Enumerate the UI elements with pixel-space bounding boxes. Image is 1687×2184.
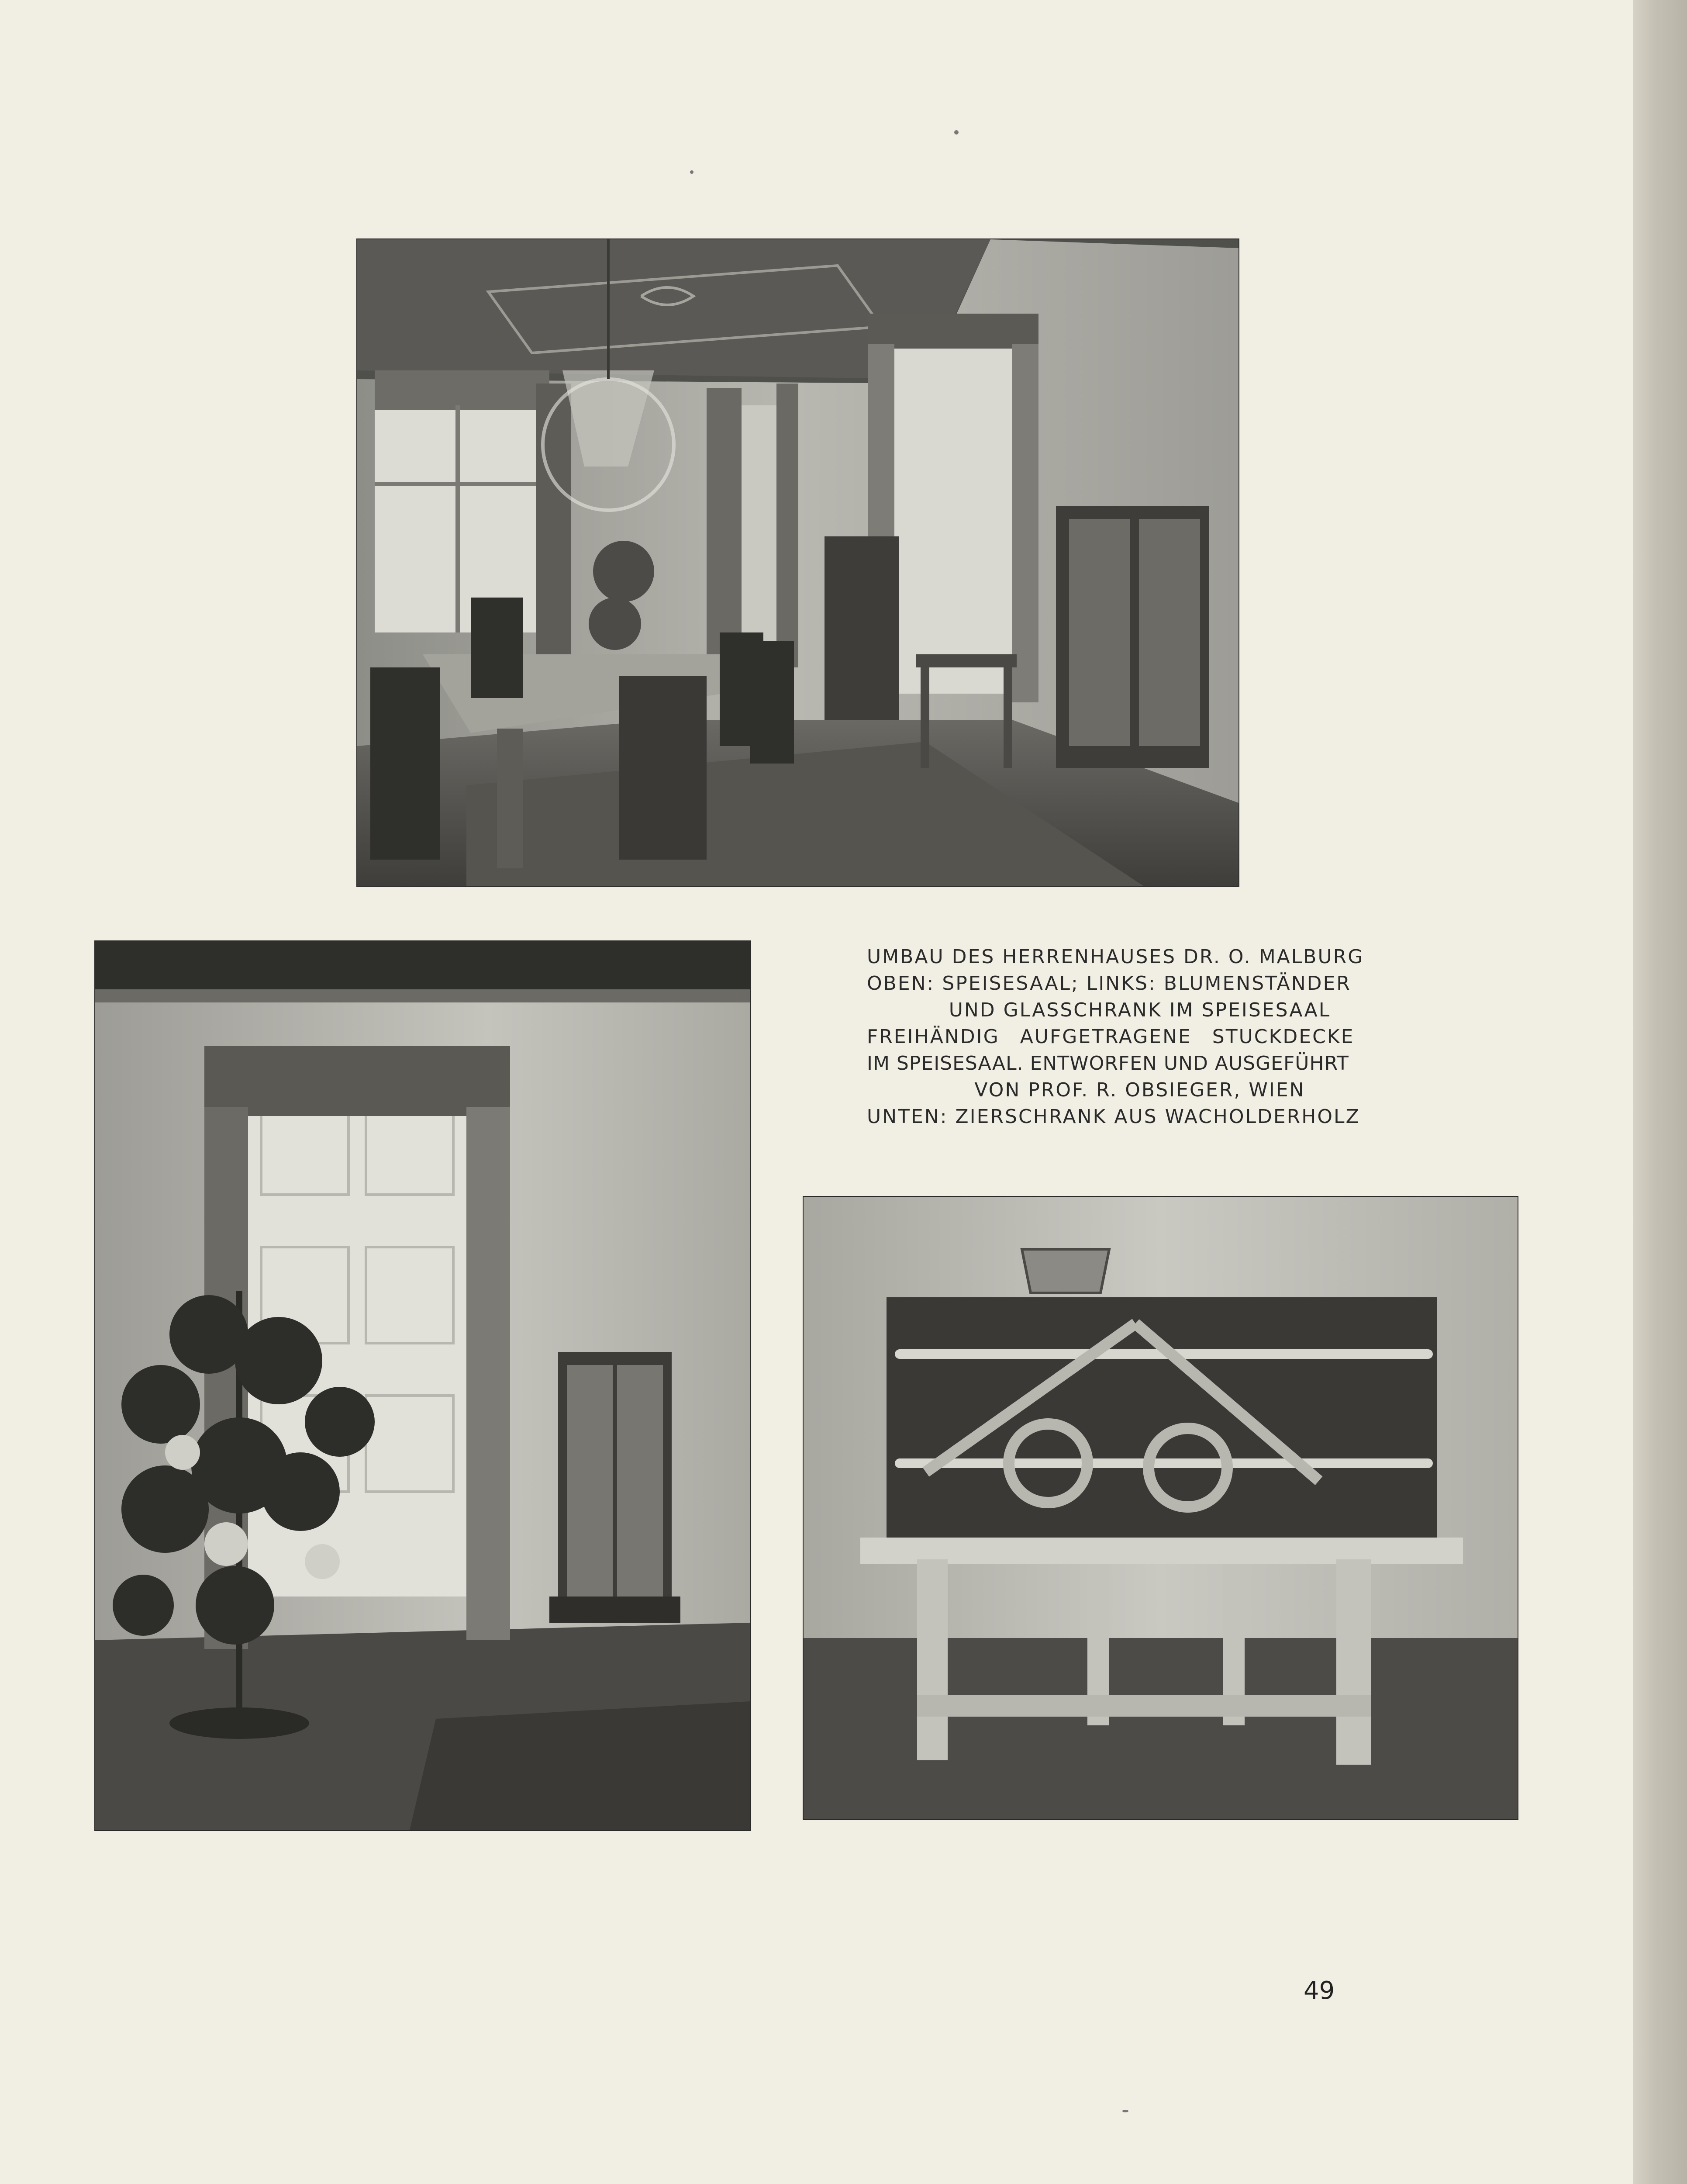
page-edge	[1633, 0, 1687, 2184]
page-number: 49	[1304, 1977, 1335, 2005]
juniper-cabinet-photo	[804, 1197, 1518, 1819]
caption-line: UMBAU DES HERRENHAUSES DR. O. MALBURG	[867, 946, 1364, 968]
flower-stand-illustration	[95, 941, 750, 1830]
caption-line: UND GLASSCHRANK IM SPEISESAAL	[949, 999, 1331, 1021]
paper-speck	[1122, 2110, 1128, 2112]
caption-line: IM SPEISESAAL. ENTWORFEN UND AUSGEFÜHRT	[867, 1052, 1349, 1075]
flower-stand-photo	[95, 941, 750, 1830]
dining-room-photo	[357, 239, 1239, 886]
paper-speck	[954, 130, 959, 135]
caption-line: VON PROF. R. OBSIEGER, WIEN	[974, 1079, 1305, 1101]
caption-line: UNTEN: ZIERSCHRANK AUS WACHOLDERHOLZ	[867, 1106, 1360, 1128]
dining-room-illustration	[357, 239, 1239, 886]
photo-caption	[867, 943, 1413, 1130]
caption-line: FREIHÄNDIG AUFGETRAGENE STUCKDECKE	[867, 1026, 1355, 1048]
paper-speck	[690, 170, 693, 174]
juniper-cabinet-illustration	[804, 1197, 1518, 1819]
caption-line: OBEN: SPEISESAAL; LINKS: BLUMENSTÄNDER	[867, 972, 1351, 995]
